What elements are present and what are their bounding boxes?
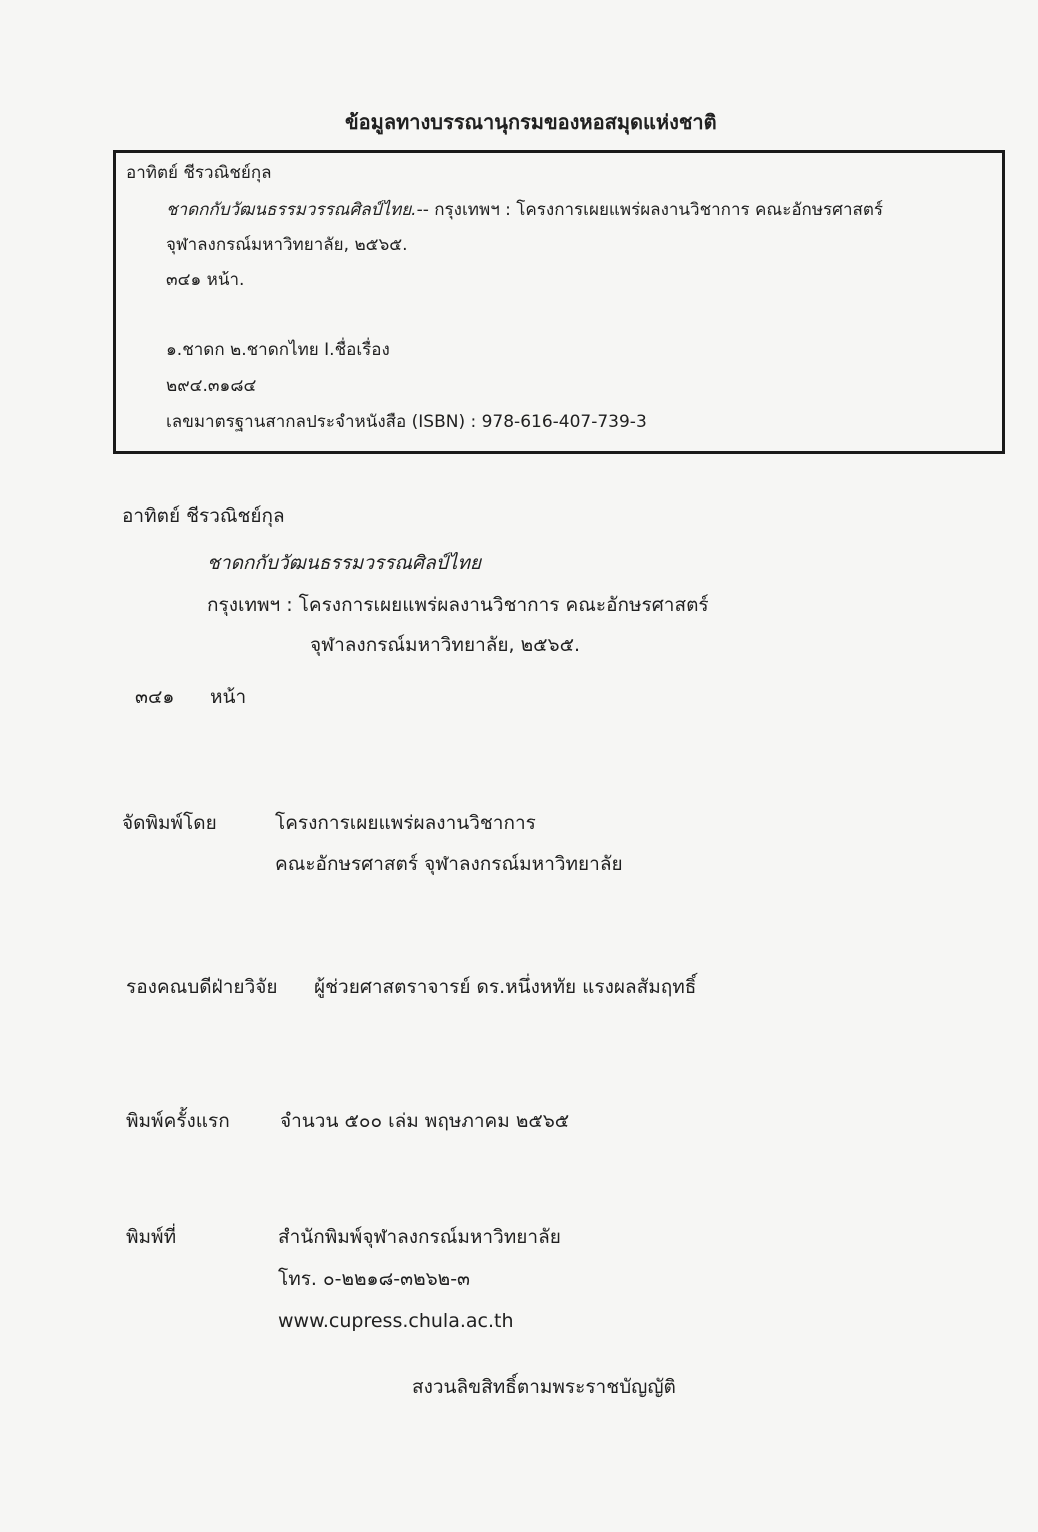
citation-publisher-line2: จุฬาลงกรณ์มหาวิทยาลัย, ๒๕๖๕. [310, 634, 580, 656]
first-print-value: จำนวน ๕๐๐ เล่ม พฤษภาคม ๒๕๖๕ [280, 1110, 570, 1132]
printed-by-label: จัดพิมพ์โดย [122, 812, 217, 834]
catalog-box [113, 150, 1005, 454]
catalog-isbn: เลขมาตรฐานสากลประจำหนังสือ (ISBN) : 978-616-407-739-3 [166, 412, 647, 432]
catalog-pages: ๓๔๑ หน้า. [166, 270, 245, 290]
catalog-author: อาทิตย์ ชีรวณิชย์กุล [126, 163, 272, 183]
catalog-title-line [166, 200, 883, 220]
printer-label: พิมพ์ที่ [126, 1226, 177, 1248]
catalog-title: ชาดกกับวัฒนธรรมวรรณศิลป์ไทย. [166, 200, 417, 220]
printed-by-line1: โครงการเผยแพร่ผลงานวิชาการ [275, 812, 536, 834]
copyright-notice: สงวนลิขสิทธิ์ตามพระราชบัญญัติ [412, 1376, 676, 1398]
catalog-publisher: -- กรุงเทพฯ : โครงการเผยแพร่ผลงานวิชาการ คณะอักษรศาสตร์ [416, 200, 884, 220]
associate-dean-label: รองคณบดีฝ่ายวิจัย [126, 976, 278, 998]
citation-title: ชาดกกับวัฒนธรรมวรรณศิลป์ไทย [207, 552, 482, 574]
associate-dean-name: ผู้ช่วยศาสตราจารย์ ดร.หนึ่งหทัย แรงผลสัมฤทธิ์ [314, 976, 697, 998]
printer-website: www.cupress.chula.ac.th [278, 1310, 514, 1332]
printer-name: สำนักพิมพ์จุฬาลงกรณ์มหาวิทยาลัย [278, 1226, 561, 1248]
citation-author: อาทิตย์ ชีรวณิชย์กุล [122, 505, 285, 527]
catalog-subjects: ๑.ชาดก ๒.ชาดกไทย I.ชื่อเรื่อง [166, 340, 390, 360]
printed-by-line2: คณะอักษรศาสตร์ จุฬาลงกรณ์มหาวิทยาลัย [275, 853, 623, 875]
page-heading: ข้อมูลทางบรรณานุกรมของหอสมุดแห่งชาติ [345, 110, 717, 134]
citation-pages-label: หน้า [210, 686, 247, 708]
citation-pages-number: ๓๔๑ [135, 686, 175, 708]
catalog-class-number: ๒๙๔.๓๑๘๔ [166, 376, 257, 396]
first-print-label: พิมพ์ครั้งแรก [126, 1110, 230, 1132]
printer-phone: โทร. ๐-๒๒๑๘-๓๒๖๒-๓ [278, 1268, 471, 1290]
catalog-publisher-line2: จุฬาลงกรณ์มหาวิทยาลัย, ๒๕๖๕. [166, 235, 408, 255]
citation-publisher: กรุงเทพฯ : โครงการเผยแพร่ผลงานวิชาการ คณะอักษรศาสตร์ [207, 594, 709, 616]
